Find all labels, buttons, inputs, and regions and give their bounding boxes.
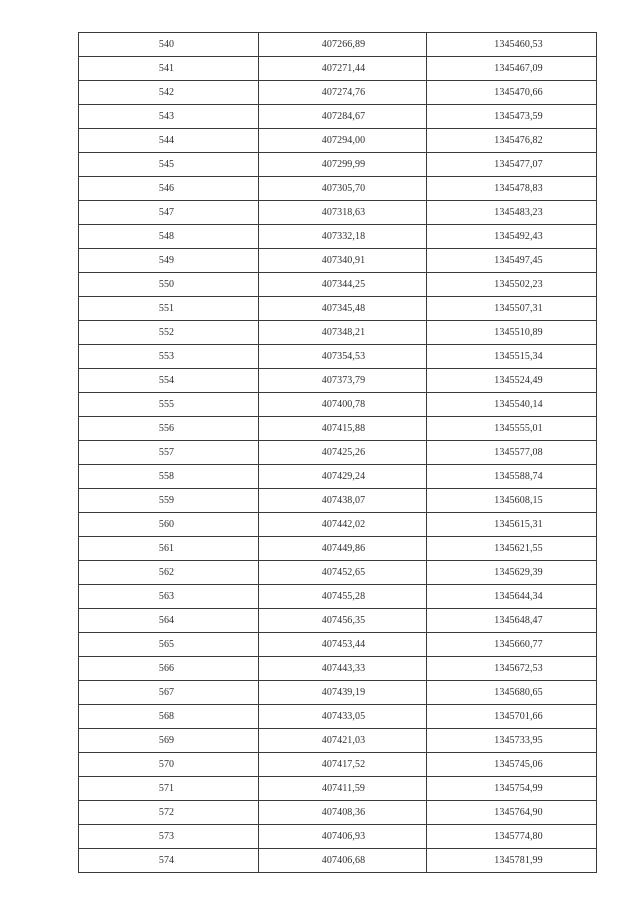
y-coordinate-cell: 1345510,89 — [427, 321, 597, 345]
x-coordinate-cell: 407425,26 — [259, 441, 427, 465]
point-number-cell: 550 — [79, 273, 259, 297]
y-coordinate-cell: 1345672,53 — [427, 657, 597, 681]
y-coordinate-cell: 1345764,90 — [427, 801, 597, 825]
x-coordinate-cell: 407266,89 — [259, 33, 427, 57]
table-row — [79, 561, 597, 585]
x-coordinate-cell: 407406,68 — [259, 849, 427, 873]
table-row — [79, 225, 597, 249]
y-coordinate-cell: 1345515,34 — [427, 345, 597, 369]
x-coordinate-cell: 407455,28 — [259, 585, 427, 609]
y-coordinate-cell: 1345701,66 — [427, 705, 597, 729]
table-row — [79, 393, 597, 417]
x-coordinate-cell: 407284,67 — [259, 105, 427, 129]
y-coordinate-cell: 1345629,39 — [427, 561, 597, 585]
y-coordinate-cell: 1345774,80 — [427, 825, 597, 849]
table-row — [79, 273, 597, 297]
x-coordinate-cell: 407449,86 — [259, 537, 427, 561]
table-row — [79, 513, 597, 537]
table-row — [79, 33, 597, 57]
table-row — [79, 609, 597, 633]
table-row — [79, 441, 597, 465]
table-row — [79, 849, 597, 873]
point-number-cell: 562 — [79, 561, 259, 585]
point-number-cell: 547 — [79, 201, 259, 225]
y-coordinate-cell: 1345577,08 — [427, 441, 597, 465]
point-number-cell: 544 — [79, 129, 259, 153]
x-coordinate-cell: 407344,25 — [259, 273, 427, 297]
y-coordinate-cell: 1345476,82 — [427, 129, 597, 153]
point-number-cell: 553 — [79, 345, 259, 369]
table-row — [79, 417, 597, 441]
y-coordinate-cell: 1345540,14 — [427, 393, 597, 417]
y-coordinate-cell: 1345492,43 — [427, 225, 597, 249]
table-row — [79, 81, 597, 105]
table-row — [79, 153, 597, 177]
x-coordinate-cell: 407452,65 — [259, 561, 427, 585]
x-coordinate-cell: 407271,44 — [259, 57, 427, 81]
table-row — [79, 465, 597, 489]
x-coordinate-cell: 407456,35 — [259, 609, 427, 633]
table-row — [79, 129, 597, 153]
table-row — [79, 729, 597, 753]
y-coordinate-cell: 1345608,15 — [427, 489, 597, 513]
y-coordinate-cell: 1345460,53 — [427, 33, 597, 57]
x-coordinate-cell: 407417,52 — [259, 753, 427, 777]
x-coordinate-cell: 407421,03 — [259, 729, 427, 753]
x-coordinate-cell: 407415,88 — [259, 417, 427, 441]
table-row — [79, 321, 597, 345]
x-coordinate-cell: 407340,91 — [259, 249, 427, 273]
table-row — [79, 249, 597, 273]
table-row — [79, 801, 597, 825]
table-row — [79, 489, 597, 513]
point-number-cell: 555 — [79, 393, 259, 417]
y-coordinate-cell: 1345507,31 — [427, 297, 597, 321]
table-row — [79, 753, 597, 777]
point-number-cell: 543 — [79, 105, 259, 129]
y-coordinate-cell: 1345621,55 — [427, 537, 597, 561]
y-coordinate-cell: 1345524,49 — [427, 369, 597, 393]
table-row — [79, 825, 597, 849]
point-number-cell: 560 — [79, 513, 259, 537]
y-coordinate-cell: 1345745,06 — [427, 753, 597, 777]
y-coordinate-cell: 1345473,59 — [427, 105, 597, 129]
y-coordinate-cell: 1345644,34 — [427, 585, 597, 609]
table-row — [79, 633, 597, 657]
table-row — [79, 537, 597, 561]
y-coordinate-cell: 1345733,95 — [427, 729, 597, 753]
point-number-cell: 540 — [79, 33, 259, 57]
y-coordinate-cell: 1345615,31 — [427, 513, 597, 537]
point-number-cell: 549 — [79, 249, 259, 273]
x-coordinate-cell: 407294,00 — [259, 129, 427, 153]
y-coordinate-cell: 1345660,77 — [427, 633, 597, 657]
point-number-cell: 563 — [79, 585, 259, 609]
y-coordinate-cell: 1345483,23 — [427, 201, 597, 225]
table-row — [79, 777, 597, 801]
y-coordinate-cell: 1345680,65 — [427, 681, 597, 705]
x-coordinate-cell: 407354,53 — [259, 345, 427, 369]
y-coordinate-cell: 1345781,99 — [427, 849, 597, 873]
point-number-cell: 542 — [79, 81, 259, 105]
point-number-cell: 558 — [79, 465, 259, 489]
x-coordinate-cell: 407348,21 — [259, 321, 427, 345]
point-number-cell: 557 — [79, 441, 259, 465]
point-number-cell: 567 — [79, 681, 259, 705]
x-coordinate-cell: 407373,79 — [259, 369, 427, 393]
y-coordinate-cell: 1345467,09 — [427, 57, 597, 81]
table-row — [79, 705, 597, 729]
y-coordinate-cell: 1345502,23 — [427, 273, 597, 297]
point-number-cell: 571 — [79, 777, 259, 801]
x-coordinate-cell: 407411,59 — [259, 777, 427, 801]
point-number-cell: 569 — [79, 729, 259, 753]
point-number-cell: 572 — [79, 801, 259, 825]
x-coordinate-cell: 407442,02 — [259, 513, 427, 537]
point-number-cell: 565 — [79, 633, 259, 657]
point-number-cell: 556 — [79, 417, 259, 441]
table-row — [79, 369, 597, 393]
point-number-cell: 566 — [79, 657, 259, 681]
x-coordinate-cell: 407299,99 — [259, 153, 427, 177]
table-row — [79, 297, 597, 321]
point-number-cell: 570 — [79, 753, 259, 777]
y-coordinate-cell: 1345470,66 — [427, 81, 597, 105]
y-coordinate-cell: 1345588,74 — [427, 465, 597, 489]
table-row — [79, 345, 597, 369]
x-coordinate-cell: 407345,48 — [259, 297, 427, 321]
y-coordinate-cell: 1345754,99 — [427, 777, 597, 801]
x-coordinate-cell: 407274,76 — [259, 81, 427, 105]
coordinates-table-body — [79, 33, 597, 873]
x-coordinate-cell: 407453,44 — [259, 633, 427, 657]
x-coordinate-cell: 407332,18 — [259, 225, 427, 249]
point-number-cell: 573 — [79, 825, 259, 849]
table-row — [79, 177, 597, 201]
point-number-cell: 546 — [79, 177, 259, 201]
point-number-cell: 545 — [79, 153, 259, 177]
y-coordinate-cell: 1345497,45 — [427, 249, 597, 273]
table-row — [79, 585, 597, 609]
y-coordinate-cell: 1345648,47 — [427, 609, 597, 633]
table-row — [79, 201, 597, 225]
point-number-cell: 548 — [79, 225, 259, 249]
point-number-cell: 541 — [79, 57, 259, 81]
x-coordinate-cell: 407318,63 — [259, 201, 427, 225]
x-coordinate-cell: 407406,93 — [259, 825, 427, 849]
y-coordinate-cell: 1345478,83 — [427, 177, 597, 201]
point-number-cell: 574 — [79, 849, 259, 873]
point-number-cell: 552 — [79, 321, 259, 345]
x-coordinate-cell: 407439,19 — [259, 681, 427, 705]
x-coordinate-cell: 407438,07 — [259, 489, 427, 513]
x-coordinate-cell: 407305,70 — [259, 177, 427, 201]
point-number-cell: 551 — [79, 297, 259, 321]
y-coordinate-cell: 1345555,01 — [427, 417, 597, 441]
table-row — [79, 681, 597, 705]
x-coordinate-cell: 407429,24 — [259, 465, 427, 489]
x-coordinate-cell: 407433,05 — [259, 705, 427, 729]
table-row — [79, 57, 597, 81]
x-coordinate-cell: 407443,33 — [259, 657, 427, 681]
point-number-cell: 554 — [79, 369, 259, 393]
y-coordinate-cell: 1345477,07 — [427, 153, 597, 177]
point-number-cell: 564 — [79, 609, 259, 633]
coordinates-table — [78, 32, 597, 873]
table-row — [79, 657, 597, 681]
point-number-cell: 568 — [79, 705, 259, 729]
point-number-cell: 561 — [79, 537, 259, 561]
x-coordinate-cell: 407400,78 — [259, 393, 427, 417]
table-row — [79, 105, 597, 129]
x-coordinate-cell: 407408,36 — [259, 801, 427, 825]
point-number-cell: 559 — [79, 489, 259, 513]
